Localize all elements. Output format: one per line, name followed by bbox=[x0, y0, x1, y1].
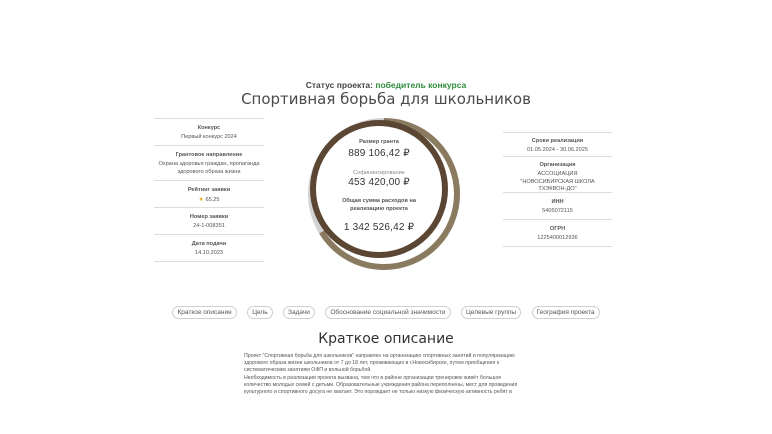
info-label: Организация bbox=[539, 162, 576, 168]
info-submission-date bbox=[154, 235, 264, 262]
info-label: Дата подачи bbox=[191, 241, 227, 247]
description-paragraph: Проект "Спортивная борьба для школьников" направлен на организацию спортивных занятий и популяризацию здорового образа жизни школьников от 7 до 18 лет, проживающих в г.Новосибирске, путем приобщения к систематическим занятиям ОФП и вольной борьбой. bbox=[244, 353, 515, 374]
tab-short-description[interactable]: Краткое описание bbox=[172, 306, 236, 319]
section-description bbox=[244, 353, 529, 397]
info-organization bbox=[503, 157, 612, 193]
ring-content bbox=[304, 114, 454, 264]
info-value-wrap bbox=[154, 196, 264, 205]
star-icon: ★ bbox=[198, 197, 204, 203]
info-ogrn bbox=[503, 220, 612, 247]
total-value: 1 342 526,42 ₽ bbox=[343, 222, 415, 233]
info-contest bbox=[154, 118, 264, 146]
right-info-column bbox=[503, 132, 612, 247]
cofinancing-label: Софинансирование bbox=[353, 170, 405, 176]
info-rating bbox=[154, 181, 264, 208]
project-status bbox=[0, 80, 772, 90]
description-paragraph: Необходимость в реализации проекта вызвана, тем что в районе организации тренировок живёт большое количество молодых семей с детьми. Образовательные учреждения района переполнены, мест для проведения культурного и спортивного досуга не хватает. Это порождает не только низкую физическую активность ребят в bbox=[244, 374, 518, 396]
status-value: победитель конкурса bbox=[375, 80, 467, 90]
info-application-number bbox=[154, 208, 264, 235]
info-label: ОГРН bbox=[549, 226, 566, 232]
info-label: Грантовое направление bbox=[175, 152, 243, 158]
info-period bbox=[503, 132, 612, 157]
tab-geography[interactable]: География проекта bbox=[532, 306, 600, 319]
total-label: Общая сумма расходов на реализацию проекта bbox=[342, 198, 416, 212]
info-label: Конкурс bbox=[197, 125, 221, 131]
info-value: 14.10.2023 bbox=[195, 250, 223, 256]
info-value: АССОЦИАЦИЯ "НОВОСИБИРСКАЯ ШКОЛА ТХЭКВОН-ДО" bbox=[520, 171, 595, 193]
grant-value: 889 106,42 ₽ bbox=[348, 148, 410, 159]
section-tabs bbox=[0, 301, 772, 319]
info-label: Сроки реализации bbox=[531, 138, 584, 144]
info-value: 1225400012936 bbox=[537, 235, 578, 241]
tab-goal[interactable]: Цель bbox=[247, 306, 272, 319]
section-title: Краткое описание bbox=[318, 331, 454, 347]
rating-value: 65,25 bbox=[205, 197, 220, 203]
info-value: Охрана здоровья граждан, пропаганда здорового образа жизни bbox=[158, 161, 260, 175]
info-value: 24-1-008351 bbox=[193, 223, 225, 229]
info-label: Номер заявки bbox=[189, 214, 229, 220]
tab-tasks[interactable]: Задачи bbox=[283, 306, 315, 319]
info-value: Первый конкурс 2024 bbox=[181, 134, 237, 140]
status-label: Статус проекта: bbox=[305, 80, 373, 90]
info-value: 01.05.2024 - 30.06.2025 bbox=[527, 147, 588, 153]
left-info-column bbox=[154, 118, 264, 262]
info-label: Рейтинг заявки bbox=[187, 187, 231, 193]
tab-social-significance[interactable]: Обоснование социальной значимости bbox=[325, 306, 450, 319]
budget-ring bbox=[304, 114, 464, 274]
grant-label: Размер гранта bbox=[359, 139, 399, 145]
info-direction bbox=[154, 146, 264, 181]
info-inn bbox=[503, 193, 612, 220]
info-value: 5405072115 bbox=[542, 208, 573, 214]
tab-target-groups[interactable]: Целевые группы bbox=[461, 306, 521, 319]
cofinancing-value: 453 420,00 ₽ bbox=[348, 177, 410, 188]
info-label: ИНН bbox=[551, 199, 564, 205]
page-title: Спортивная борьба для школьников bbox=[241, 90, 531, 108]
